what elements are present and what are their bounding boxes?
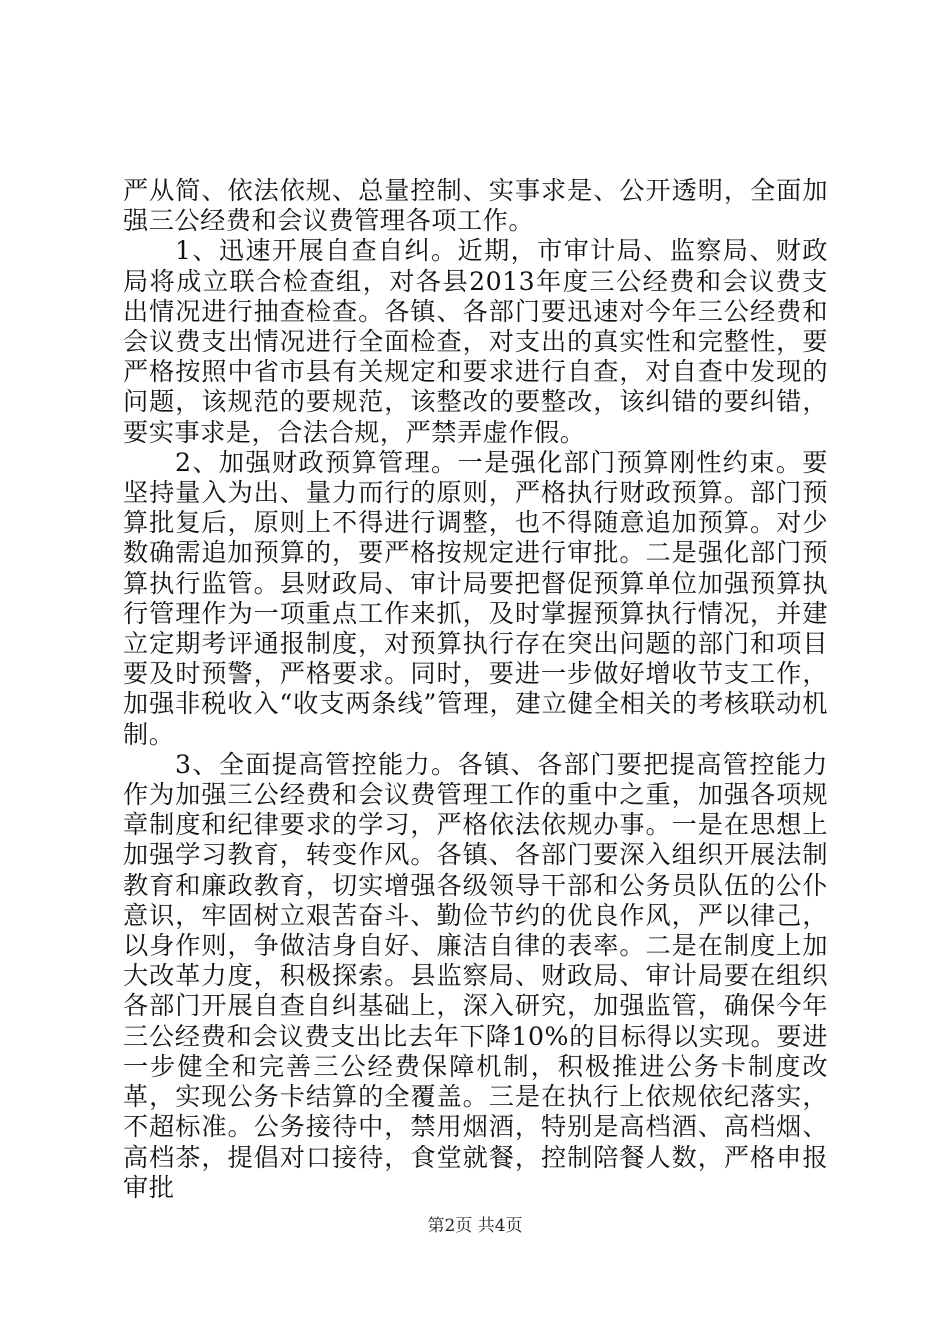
document-body <box>123 176 828 1203</box>
page-footer <box>0 1216 950 1236</box>
paragraph-item-2: 2、加强财政预算管理。一是强化部门预算刚性约束。要坚持量入为出、量力而行的原则，严格执行财政预算。部门预算批复后，原则上不得进行调整，也不得随意追加预算。对少数确需追加预算的，要严格按规定进行审批。二是强化部门预算执行监管。县财政局、审计局要把督促预算单位加强预算执行管理作为一项重点工作来抓，及时掌握预算执行情况，并建立定期考评通报制度，对预算执行存在突出问题的部门和项目要及时预警，严格要求。同时，要进一步做好增收节支工作，加强非税收入“收支两条线”管理，建立健全相关的考核联动机制。 <box>123 447 828 749</box>
paragraph-intro-continuation: 严从简、依法依规、总量控制、实事求是、公开透明，全面加强三公经费和会议费管理各项工作。 <box>123 176 828 236</box>
paragraph-item-3: 3、全面提高管控能力。各镇、各部门要把提高管控能力作为加强三公经费和会议费管理工作的重中之重，加强各项规章制度和纪律要求的学习，严格依法依规办事。一是在思想上加强学习教育，转变作风。各镇、各部门要深入组织开展法制教育和廉政教育，切实增强各级领导干部和公务员队伍的公仆意识，牢固树立艰苦奋斗、勤俭节约的优良作风，严以律己，以身作则，争做洁身自好、廉洁自律的表率。二是在制度上加大改革力度，积极探索。县监察局、财政局、审计局要在组织各部门开展自查自纠基础上，深入研究，加强监管，确保今年三公经费和会议费支出比去年下降10%的目标得以实现。要进一步健全和完善三公经费保障机制，积极推进公务卡制度改革，实现公务卡结算的全覆盖。三是在执行上依规依纪落实，不超标准。公务接待中，禁用烟酒，特别是高档酒、高档烟、高档茶，提倡对口接待，食堂就餐，控制陪餐人数，严格申报审批 <box>123 749 828 1202</box>
page-number-label: 第2页 共4页 <box>427 1216 523 1236</box>
paragraph-item-1: 1、迅速开展自查自纠。近期，市审计局、监察局、财政局将成立联合检查组，对各县2013年度三公经费和会议费支出情况进行抽查检查。各镇、各部门要迅速对今年三公经费和会议费支出情况进行全面检查，对支出的真实性和完整性，要严格按照中省市县有关规定和要求进行自查，对自查中发现的问题，该规范的要规范，该整改的要整改，该纠错的要纠错，要实事求是，合法合规，严禁弄虚作假。 <box>123 236 828 447</box>
